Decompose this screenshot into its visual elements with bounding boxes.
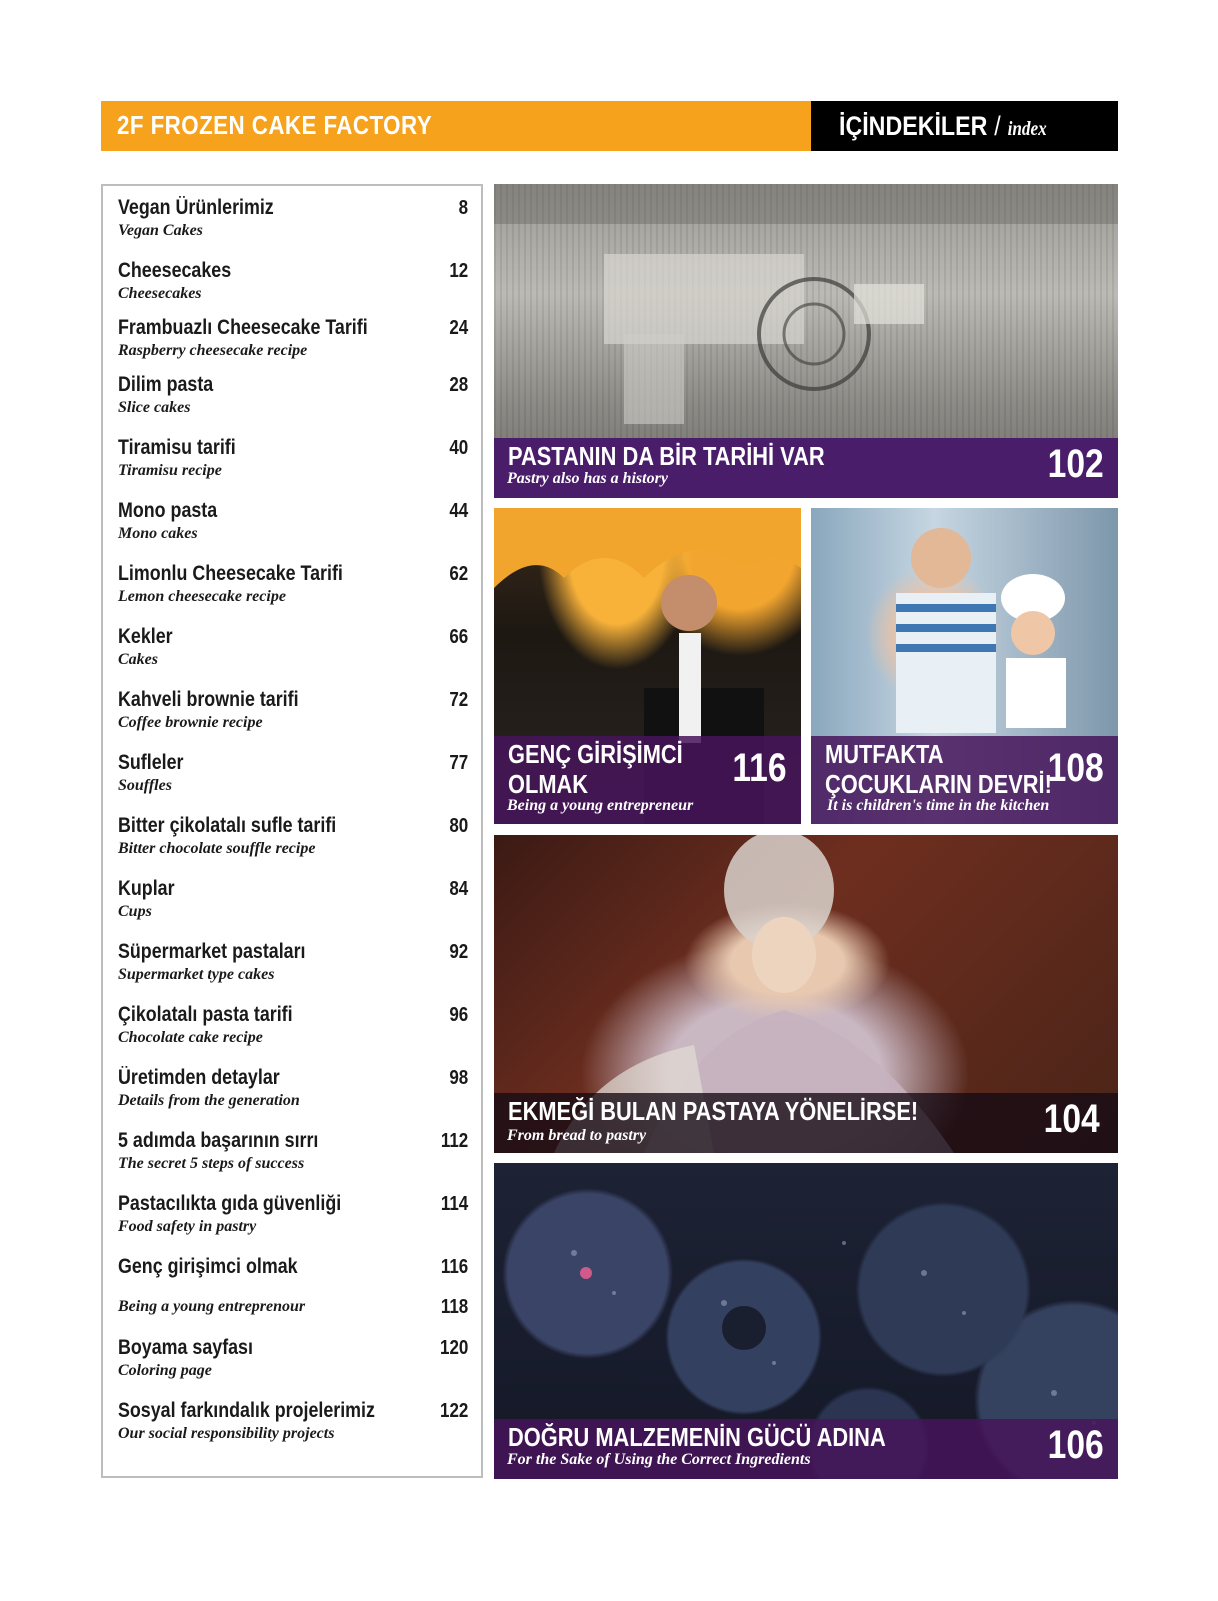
title-separator: / xyxy=(994,111,1001,141)
feature-entrepreneur-panel[interactable] xyxy=(494,508,801,824)
feature-history-title: PASTANIN DA BİR TARİHİ VAR xyxy=(508,441,825,471)
feature-bread-title: EKMEĞİ BULAN PASTAYA YÖNELİRSE! xyxy=(508,1096,919,1126)
toc-entry[interactable] xyxy=(118,751,468,797)
toc-entry[interactable] xyxy=(118,1129,468,1175)
toc-entry-subtitle: Supermarket type cakes xyxy=(118,966,275,983)
toc-entry-page: 72 xyxy=(449,689,468,711)
toc-entry-title: Sufleler xyxy=(118,751,184,774)
feature-history-subtitle: Pastry also has a history xyxy=(507,470,668,487)
feature-ingredients-subtitle: For the Sake of Using the Correct Ingredients xyxy=(507,1451,811,1468)
feature-ingredients-caption xyxy=(494,1419,1118,1479)
toc-entry-title: Vegan Ürünlerimiz xyxy=(118,196,274,219)
feature-history-panel[interactable] xyxy=(494,184,1118,498)
toc-entry-title: 5 adımda başarının sırrı xyxy=(118,1129,319,1152)
feature-history-page: 102 xyxy=(1047,442,1104,486)
toc-entry-page: 62 xyxy=(449,563,468,585)
toc-entry[interactable] xyxy=(118,373,468,419)
toc-entry-subtitle: Details from the generation xyxy=(118,1092,300,1109)
feature-bread-panel[interactable] xyxy=(494,835,1118,1153)
toc-entry-title: Boyama sayfası xyxy=(118,1336,253,1359)
toc-entry-title: Bitter çikolatalı sufle tarifi xyxy=(118,814,337,837)
toc-entry[interactable] xyxy=(118,1003,468,1049)
feature-kitchen-title-line2: ÇOCUKLARIN DEVRİ! xyxy=(825,769,1052,799)
feature-bread-subtitle: From bread to pastry xyxy=(507,1127,647,1144)
toc-entry-subtitle: Cups xyxy=(118,903,152,920)
section-title-group xyxy=(839,111,1047,142)
toc-entry-title: Pastacılıkta gıda güvenliği xyxy=(118,1192,342,1215)
toc-entry-page: 40 xyxy=(449,437,468,459)
toc-entry-subtitle: Coffee brownie recipe xyxy=(118,714,263,731)
feature-kitchen-page: 108 xyxy=(1047,746,1104,790)
toc-entry-subtitle: Cheesecakes xyxy=(118,285,202,302)
toc-entry-subtitle: Vegan Cakes xyxy=(118,222,203,239)
feature-history-caption xyxy=(494,438,1118,498)
toc-entry-title: Limonlu Cheesecake Tarifi xyxy=(118,562,343,585)
toc-entry-page: 77 xyxy=(449,752,468,774)
toc-entry-title: Kekler xyxy=(118,625,173,648)
toc-entry-page: 112 xyxy=(440,1130,468,1152)
toc-entry-subtitle: Raspberry cheesecake recipe xyxy=(118,342,308,359)
toc-entry-title: Mono pasta xyxy=(118,499,218,522)
toc-entry-title: Tiramisu tarifi xyxy=(118,436,236,459)
toc-entry[interactable] xyxy=(118,877,468,923)
toc-entry-page: 122 xyxy=(439,1400,468,1422)
toc-entry-subtitle: Tiramisu recipe xyxy=(118,462,222,479)
feature-kitchen-caption xyxy=(811,736,1118,824)
toc-entry[interactable] xyxy=(118,562,468,608)
toc-entry[interactable] xyxy=(118,1255,468,1279)
toc-entry-subtitle: Souffles xyxy=(118,777,172,794)
toc-entry-page: 28 xyxy=(449,374,468,396)
toc-entry-subtitle: Chocolate cake recipe xyxy=(118,1029,263,1046)
toc-entry-title: Genç girişimci olmak xyxy=(118,1255,298,1278)
toc-entry[interactable] xyxy=(118,1295,468,1319)
toc-entry[interactable] xyxy=(118,316,468,362)
feature-kitchen-subtitle: It is children's time in the kitchen xyxy=(827,797,1050,814)
feature-bread-page: 104 xyxy=(1043,1097,1100,1141)
toc-entry-title: Sosyal farkındalık projelerimiz xyxy=(118,1399,375,1422)
toc-entry[interactable] xyxy=(118,196,468,242)
toc-entry-subtitle: Mono cakes xyxy=(118,525,198,542)
toc-entry[interactable] xyxy=(118,259,468,305)
toc-entry-title: Dilim pasta xyxy=(118,373,214,396)
toc-entry[interactable] xyxy=(118,625,468,671)
toc-entry-page: 44 xyxy=(449,500,468,522)
toc-entry-subtitle: Slice cakes xyxy=(118,399,191,416)
toc-entry-title: Çikolatalı pasta tarifi xyxy=(118,1003,293,1026)
toc-entry-subtitle: Being a young entreprenour xyxy=(118,1298,306,1315)
toc-entry[interactable] xyxy=(118,1399,468,1445)
toc-entry[interactable] xyxy=(118,499,468,545)
section-title: İÇİNDEKİLER xyxy=(839,111,988,141)
feature-ingredients-panel[interactable] xyxy=(494,1163,1118,1479)
toc-entry-subtitle: Bitter chocolate souffle recipe xyxy=(118,840,316,857)
toc-entry[interactable] xyxy=(118,436,468,482)
feature-entrepreneur-title-line1: GENÇ GİRİŞİMCİ xyxy=(508,739,683,769)
toc-entry-page: 116 xyxy=(440,1256,468,1278)
feature-ingredients-title: DOĞRU MALZEMENİN GÜCÜ ADINA xyxy=(508,1422,886,1452)
feature-ingredients-page: 106 xyxy=(1047,1423,1104,1467)
section-subtitle: index xyxy=(1007,118,1047,140)
toc-entry-subtitle: Our social responsibility projects xyxy=(118,1425,335,1442)
toc-entry[interactable] xyxy=(118,940,468,986)
toc-entry[interactable] xyxy=(118,688,468,734)
toc-entry[interactable] xyxy=(118,1192,468,1238)
brand-title: 2F FROZEN CAKE FACTORY xyxy=(117,110,433,140)
toc-entry-title: Kuplar xyxy=(118,877,175,900)
feature-entrepreneur-subtitle: Being a young entrepreneur xyxy=(507,797,694,814)
toc-entry-page: 84 xyxy=(449,878,468,900)
brand-header-bar xyxy=(101,101,811,151)
toc-entry-title: Üretimden detaylar xyxy=(118,1066,280,1089)
table-of-contents xyxy=(101,184,483,1478)
toc-entry-page: 118 xyxy=(440,1296,468,1318)
toc-entry[interactable] xyxy=(118,1066,468,1112)
toc-entry[interactable] xyxy=(118,1336,468,1382)
toc-entry-page: 96 xyxy=(449,1004,468,1026)
toc-entry[interactable] xyxy=(118,814,468,860)
toc-entry-page: 98 xyxy=(449,1067,468,1089)
feature-kitchen-panel[interactable] xyxy=(811,508,1118,824)
section-header-bar xyxy=(811,101,1118,151)
toc-entry-page: 92 xyxy=(449,941,468,963)
toc-entry-subtitle: Lemon cheesecake recipe xyxy=(118,588,286,605)
toc-entry-page: 8 xyxy=(458,197,468,219)
toc-entry-page: 66 xyxy=(449,626,468,648)
toc-entry-title: Frambuazlı Cheesecake Tarifi xyxy=(118,316,368,339)
feature-entrepreneur-title-line2: OLMAK xyxy=(508,769,589,799)
toc-entry-subtitle: Cakes xyxy=(118,651,158,668)
toc-entry-page: 12 xyxy=(449,260,468,282)
toc-entry-title: Cheesecakes xyxy=(118,259,232,282)
feature-bread-caption xyxy=(494,1093,1118,1153)
toc-entry-subtitle: Food safety in pastry xyxy=(118,1218,257,1235)
toc-entry-title: Kahveli brownie tarifi xyxy=(118,688,299,711)
feature-kitchen-title-line1: MUTFAKTA xyxy=(825,739,944,769)
toc-entry-page: 114 xyxy=(440,1193,468,1215)
toc-entry-page: 120 xyxy=(439,1337,468,1359)
toc-entry-subtitle: Coloring page xyxy=(118,1362,212,1379)
toc-entry-page: 80 xyxy=(449,815,468,837)
feature-entrepreneur-page: 116 xyxy=(732,746,787,790)
feature-entrepreneur-caption xyxy=(494,736,801,824)
toc-entry-title: Süpermarket pastaları xyxy=(118,940,306,963)
toc-entry-subtitle: The secret 5 steps of success xyxy=(118,1155,305,1172)
toc-entry-page: 24 xyxy=(449,317,468,339)
